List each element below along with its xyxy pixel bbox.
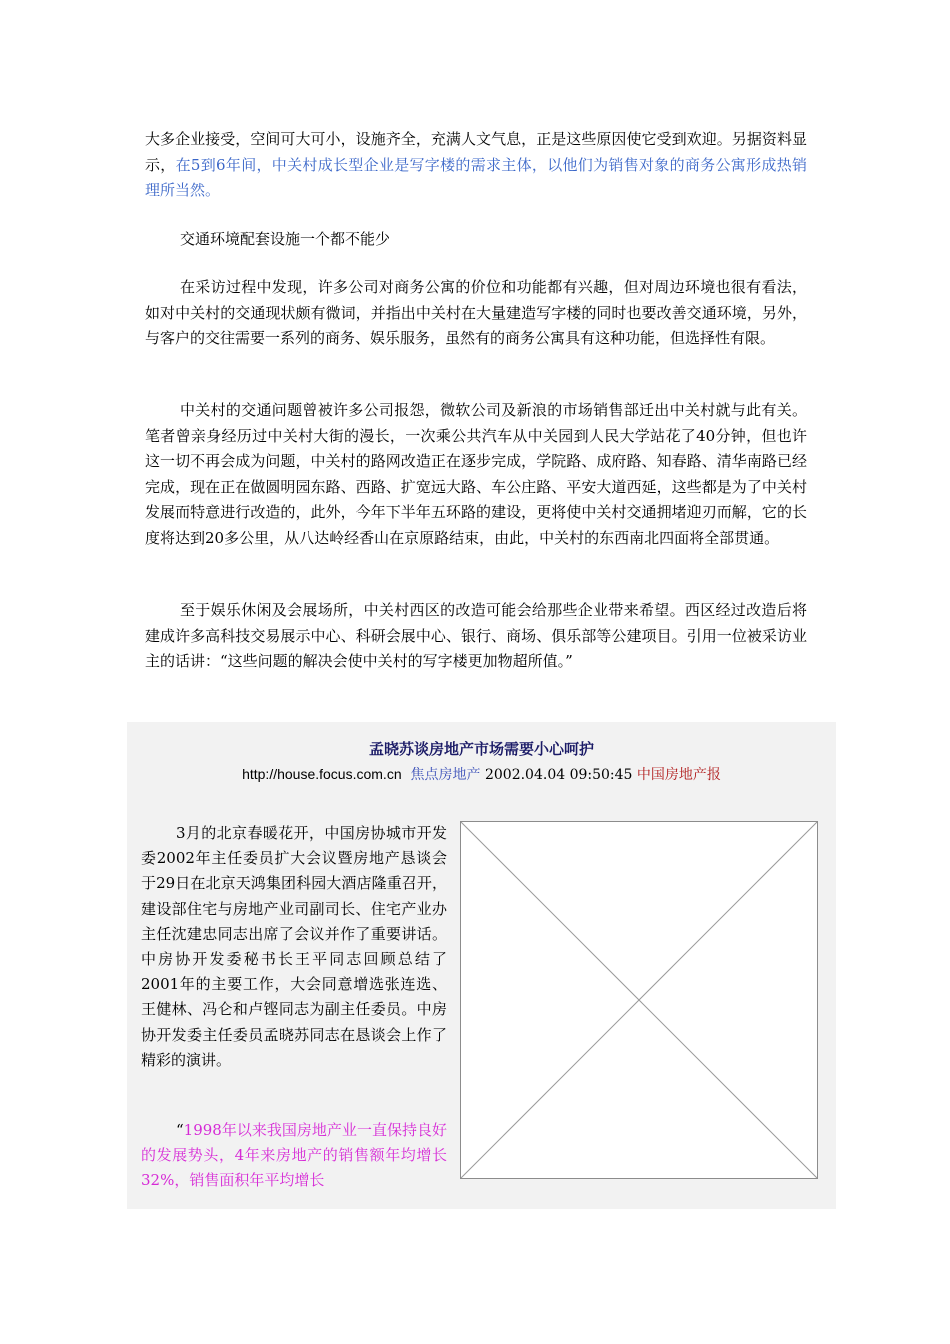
article-paragraph-2: 在采访过程中发现，许多公司对商务公寓的价位和功能都有兴趣，但对周边环境也很有看法，如对中关村的交通现状颇有微词，并指出中关村在大量建造写字楼的同时也要改善交通环境，另外，与客户的交往需要一系列的商务、娱乐服务，虽然有的商务公寓具有这种功能，但选择性有限。 bbox=[145, 278, 807, 348]
p1-highlight-text: 在5到6年间，中关村成长型企业是写字楼的需求主体，以他们为销售对象的商务公寓形成热销理所当然。 bbox=[145, 155, 807, 200]
source-url[interactable]: http://house.focus.com.cn bbox=[242, 766, 402, 782]
image-placeholder bbox=[460, 821, 818, 1179]
source-name[interactable]: 焦点房地产 bbox=[410, 767, 481, 783]
related-article-box bbox=[127, 722, 836, 1209]
related-article-quote bbox=[141, 1118, 447, 1194]
related-article-meta bbox=[127, 764, 836, 784]
quote-text: 1998年以来我国房地产业一直保持良好的发展势头，4年来房地产的销售额年均增长32%，销售面积年平均增长 bbox=[141, 1121, 447, 1190]
broken-image-icon bbox=[461, 822, 817, 1178]
article-paragraph-1 bbox=[145, 127, 807, 204]
publisher-name[interactable]: 中国房地产报 bbox=[636, 767, 721, 783]
related-article-title[interactable]: 孟晓苏谈房地产市场需要小心呵护 bbox=[368, 740, 594, 758]
p1-black-text: 大多企业接受，空间可大可小，设施齐全，充满人文气息，正是这些原因使它受到欢迎。另据资料显示， bbox=[145, 130, 807, 174]
quote-open-mark: “ bbox=[176, 1121, 184, 1139]
related-article-body: 3月的北京春暖花开，中国房协城市开发委2002年主任委员扩大会议暨房地产恳谈会于29日在北京天鸿集团科园大酒店隆重召开，建设部住宅与房地产业司副司长、住宅产业办主任沈建忠同志出席了会议并作了重要讲话。中房协开发委秘书长王平同志回顾总结了2001年的主要工作，大会同意增选张连选、王健林、冯仑和卢铿同志为副主任委员。中房协开发委主任委员孟晓苏同志在恳谈会上作了精彩的演讲。 bbox=[141, 824, 447, 1069]
article-paragraph-3: 中关村的交通问题曾被许多公司报怨，微软公司及新浪的市场销售部迁出中关村就与此有关。笔者曾亲身经历过中关村大街的漫长，一次乘公共汽车从中关园到人民大学站花了40分钟，但也许这一切不再会成为问题，中关村的路网改造正在逐步完成，学院路、成府路、知春路、清华南路已经完成，现在正在做圆明园东路、西路、扩宽远大路、车公庄路、平安大道西延，这些都是为了中关村发展而特意进行改造的，此外，今年下半年五环路的建设，更将使中关村交通拥堵迎刃而解，它的长度将达到20多公里，从八达岭经香山在京原路结束，由此，中关村的东西南北四面将全部贯通。 bbox=[145, 401, 807, 547]
section-heading: 交通环境配套设施一个都不能少 bbox=[180, 230, 391, 248]
article-paragraph-4: 至于娱乐休闲及会展场所，中关村西区的改造可能会给那些企业带来希望。西区经过改造后将建成许多高科技交易展示中心、科研会展中心、银行、商场、俱乐部等公建项目。引用一位被采访业主的话讲：“这些问题的解决会使中关村的写字楼更加物超所值。” bbox=[145, 601, 807, 671]
publish-datetime: 2002.04.04 09:50:45 bbox=[484, 767, 633, 783]
